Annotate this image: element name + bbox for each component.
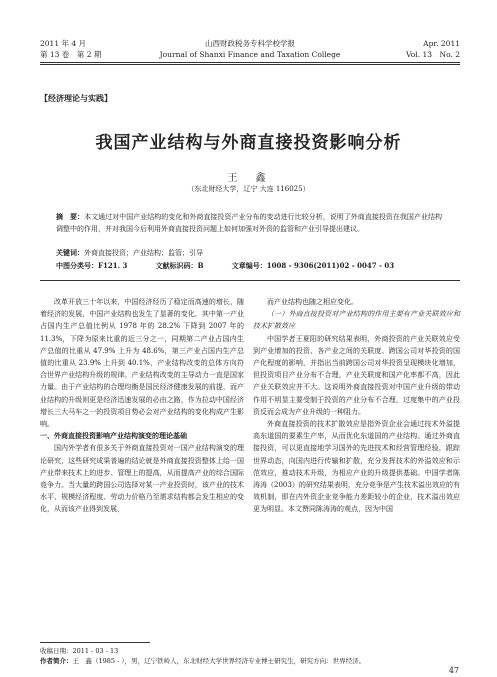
- abstract-label: 摘 要：: [56, 212, 85, 221]
- author-affiliation: （东北财经大学，辽宁 大连 116025）: [187, 185, 310, 193]
- keywords: [56, 248, 203, 258]
- issue-en-block: [406, 38, 460, 60]
- paragraph: 中国学者王夏阳的研究结果表明，外商投资的产业关联效应受到产业增加的投资、各产业之间的关联度、跨国公司对华投资的国产化程度的影响，并指出当前跨国公司对华投资呈现模块化增加，但投资项目产业分布不合理，产业关联度和国产化率都不高，因此产业关联效应并不大。这说明外商直接投资对中国产业升级的带动作用不明显主要受制于投资的产业分布不合理，过度集中的产业投资反而会成为产业升级的一种阻力。: [253, 334, 460, 416]
- article-title: 我国产业结构与外商直接投资影响分析: [95, 133, 402, 153]
- paragraph: 国内外学者有很多关于外商直接投资对一国产业结构演变的理论研究，这些研究成果普遍的结论就是外商直接投资整体上给一国产业带来技术上的进步、管理上的提高，从而提高产业的综合国际竞争力。当大量的跨国公司选择对某一产业投资时，该产业的技术水平、规模经济程度、劳动力价格乃至需求结构都会发生相应的变化，从而该产业得到发展，: [40, 444, 244, 514]
- body-column-right: [253, 296, 460, 516]
- author-name: 王 鑫: [227, 173, 270, 184]
- article-id: 1008 - 9306(2011)02 - 0047 - 03: [266, 261, 395, 270]
- subsection-heading: （一）外商直接投资对产业结构的作用主要有产业关联效应和技术扩散效应: [253, 310, 460, 331]
- header-rule-thin: [40, 64, 460, 65]
- paragraph: 改革开放三十年以来，中国经济经历了稳定而高速的增长，随着经济的发展，中国产业结构也发生了显著的变化，其中第一产业占国内生产总值比例从 1978 年的 28.2% 下降到 2007 年的 11.3%，下降为原来比重的近三分之一，同期第二产业占国内生产总值的比重从 47.9% 上升为 48.6%，第三产业占国内生产总值的比重从 23.9% 上升到 40.1%，产业结构改变的总体方向符合世界产业结构升级的规律。产业结构改变的主导动力一直是国家力量。由于产业结构的合理均衡是国民经济健康发展的前提，而产业结构的升级则更是经济迅速发展的必由之路，作为拉动中国经济增长三大马车之一的投资项目势必会对产业结构的变化构成产生影响。: [40, 298, 244, 429]
- journal-name-block: [40, 38, 460, 60]
- page-number: 47: [448, 666, 459, 675]
- paragraph: 而产业结构也随之相应变化。: [267, 298, 358, 306]
- author-bio: [40, 656, 365, 665]
- received-date: 收稿日期：2011 - 03 - 13: [40, 647, 119, 655]
- abstract: [56, 211, 442, 235]
- issue-date: 2011 年 4 月: [40, 39, 87, 48]
- volume-issue: 第 13 卷 第 2 期: [40, 50, 102, 59]
- issue-date-en: Apr. 2011: [423, 39, 460, 48]
- journal-name-cn: 山西财政税务专科学校学报: [205, 39, 295, 48]
- header-rule: [40, 62, 460, 63]
- paragraph: 外商直接投资的技术扩散效应是指外资企业会通过技术外溢提高东道国的要素生产率，从而优化东道国的产业结构。通过外商直接投资，可以更直接地学习国外的先进技术和经营管理经验，跟踪世界动态，向国内进行传输和扩散，充分发挥技术的外溢效应和示范效应，推动技术升级，为相应产业的升级提供基础。中国学者陈涛涛（2003）的研究结果表明，充分竞争是产生技术溢出效应的有效机制，即在内外资企业竞争能力差距较小的企业，技术溢出效应更为明显。本文赞同陈涛涛的观点，因为中国: [253, 420, 460, 514]
- keywords-label: 关键词：: [56, 248, 84, 257]
- footnote-rule: [40, 642, 150, 643]
- abstract-text: 本文通过对中国产业结构的变化和外商直接投资产业分布的变动进行比较分析，说明了外商直接投资在我国产业结构调整中的作用，并对我国今后利用外商直接投资问题上如何加强对外资的监管和产业引导提出建议。: [56, 213, 443, 233]
- classification-line: [56, 261, 420, 271]
- volume-issue-en: Vol. 13 No. 2: [406, 50, 460, 59]
- keywords-text: 外商直接投资；产业结构；监管；引导: [84, 249, 203, 257]
- clc-label: 中图分类号：: [56, 261, 98, 270]
- body-column-left: [40, 296, 244, 516]
- author-bio-text: 王 鑫（1985 - ），男，辽宁铁岭人，东北财经大学世界经济专业博士研究生，研究方向：世界经济。: [72, 657, 366, 665]
- doc-code: B: [197, 261, 204, 270]
- article-id-label: 文章编号：: [231, 261, 267, 270]
- clc-code: F121. 3: [98, 261, 128, 270]
- author-bio-label: 作者简介：: [40, 657, 73, 665]
- journal-name-en: Journal of Shanxi Finance and Taxation College: [159, 50, 341, 59]
- doc-code-label: 文献标识码：: [155, 261, 198, 270]
- body-rule: [40, 280, 460, 281]
- section-tag: 【经济理论与实践】: [40, 93, 112, 103]
- section-heading: 一、外商直接投资影响产业结构演变的理论基础: [40, 431, 187, 441]
